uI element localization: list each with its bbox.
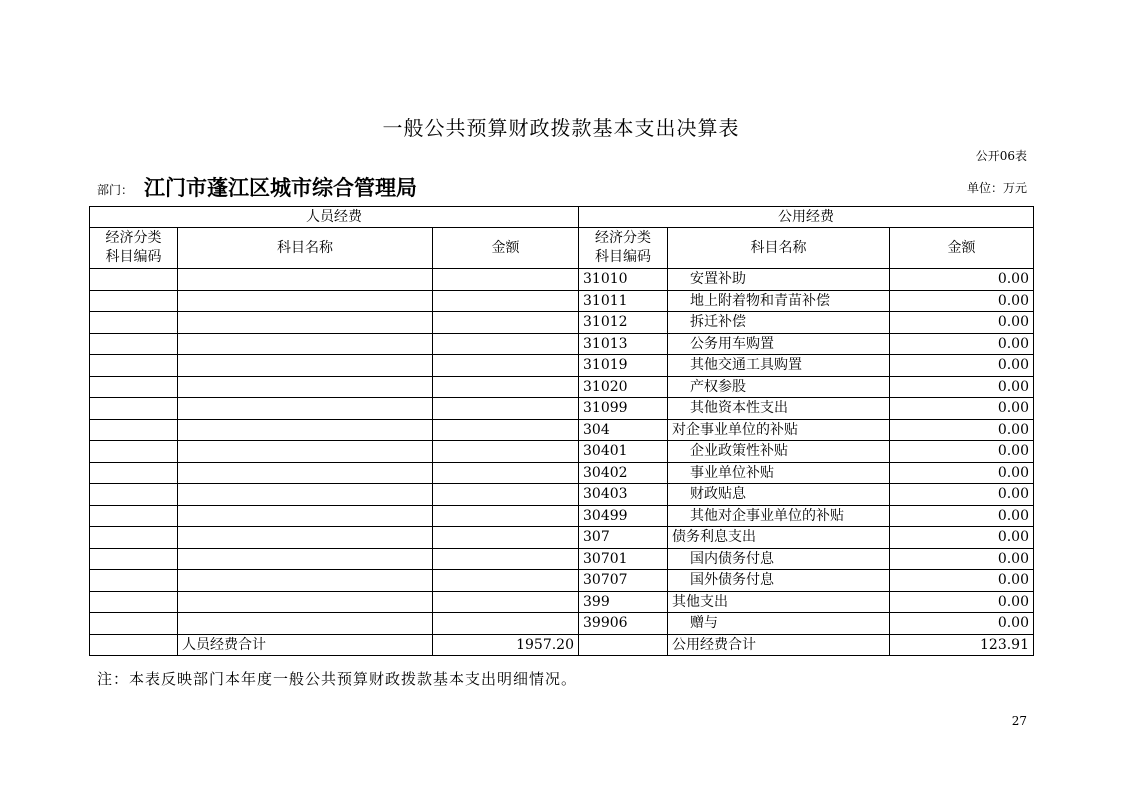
personnel-code-cell xyxy=(90,333,178,355)
public-code-cell: 304 xyxy=(579,419,668,441)
personnel-name-cell xyxy=(178,419,433,441)
personnel-name-cell xyxy=(178,290,433,312)
personnel-amount-cell xyxy=(433,419,579,441)
table-row xyxy=(90,290,1034,312)
table-row xyxy=(90,591,1034,613)
table-row xyxy=(90,398,1034,420)
personnel-amount-cell xyxy=(433,290,579,312)
header-amount-public: 金额 xyxy=(890,228,1034,269)
personnel-name-cell xyxy=(178,441,433,463)
personnel-name-cell xyxy=(178,613,433,635)
table-row xyxy=(90,376,1034,398)
personnel-code-cell xyxy=(90,548,178,570)
personnel-amount-cell xyxy=(433,269,579,291)
personnel-code-cell xyxy=(90,269,178,291)
public-name-cell: 其他资本性支出 xyxy=(668,398,890,420)
table-row xyxy=(90,462,1034,484)
public-name-cell: 对企事业单位的补贴 xyxy=(668,419,890,441)
personnel-total-amount: 1957.20 xyxy=(433,634,579,656)
public-code-cell: 399 xyxy=(579,591,668,613)
public-amount-cell: 0.00 xyxy=(890,269,1034,291)
personnel-name-cell xyxy=(178,462,433,484)
table-row xyxy=(90,355,1034,377)
header-row-columns xyxy=(90,228,1034,269)
personnel-name-cell xyxy=(178,548,433,570)
public-code-cell: 30401 xyxy=(579,441,668,463)
public-name-cell: 安置补助 xyxy=(668,269,890,291)
personnel-code-cell xyxy=(90,613,178,635)
personnel-code-cell xyxy=(90,312,178,334)
public-name-cell: 事业单位补贴 xyxy=(668,462,890,484)
personnel-code-cell xyxy=(90,419,178,441)
header-public: 公用经费 xyxy=(579,207,1034,228)
personnel-name-cell xyxy=(178,355,433,377)
personnel-code-cell xyxy=(90,355,178,377)
personnel-amount-cell xyxy=(433,570,579,592)
personnel-name-cell xyxy=(178,312,433,334)
table-row xyxy=(90,333,1034,355)
public-amount-cell: 0.00 xyxy=(890,312,1034,334)
header-code-public: 经济分类 科目编码 xyxy=(579,228,668,269)
public-amount-cell: 0.00 xyxy=(890,484,1034,506)
personnel-name-cell xyxy=(178,376,433,398)
personnel-amount-cell xyxy=(433,376,579,398)
table-row xyxy=(90,505,1034,527)
table-row xyxy=(90,312,1034,334)
public-amount-cell: 0.00 xyxy=(890,591,1034,613)
public-code-cell: 31012 xyxy=(579,312,668,334)
public-code-cell: 30707 xyxy=(579,570,668,592)
totals-row xyxy=(90,634,1034,656)
personnel-code-cell xyxy=(90,570,178,592)
public-code-cell: 30403 xyxy=(579,484,668,506)
personnel-code-cell xyxy=(90,376,178,398)
personnel-code-cell xyxy=(90,462,178,484)
public-name-cell: 国外债务付息 xyxy=(668,570,890,592)
personnel-total-code-cell xyxy=(90,634,178,656)
personnel-name-cell xyxy=(178,333,433,355)
public-name-cell: 债务利息支出 xyxy=(668,527,890,549)
personnel-name-cell xyxy=(178,398,433,420)
public-amount-cell: 0.00 xyxy=(890,441,1034,463)
public-name-cell: 产权参股 xyxy=(668,376,890,398)
personnel-amount-cell xyxy=(433,333,579,355)
personnel-amount-cell xyxy=(433,312,579,334)
personnel-name-cell xyxy=(178,484,433,506)
public-code-cell: 30701 xyxy=(579,548,668,570)
public-amount-cell: 0.00 xyxy=(890,376,1034,398)
table-row xyxy=(90,548,1034,570)
public-amount-cell: 0.00 xyxy=(890,505,1034,527)
personnel-amount-cell xyxy=(433,441,579,463)
public-code-cell: 31010 xyxy=(579,269,668,291)
personnel-name-cell xyxy=(178,505,433,527)
department-row xyxy=(97,172,1027,202)
public-amount-cell: 0.00 xyxy=(890,613,1034,635)
public-amount-cell: 0.00 xyxy=(890,333,1034,355)
public-name-cell: 其他交通工具购置 xyxy=(668,355,890,377)
personnel-amount-cell xyxy=(433,527,579,549)
public-total-label: 公用经费合计 xyxy=(668,634,890,656)
public-total-code-cell xyxy=(579,634,668,656)
department-name: 江门市蓬江区城市综合管理局 xyxy=(144,175,417,200)
public-code-cell: 31011 xyxy=(579,290,668,312)
public-amount-cell: 0.00 xyxy=(890,548,1034,570)
public-amount-cell: 0.00 xyxy=(890,462,1034,484)
personnel-code-cell xyxy=(90,505,178,527)
personnel-amount-cell xyxy=(433,505,579,527)
public-amount-cell: 0.00 xyxy=(890,355,1034,377)
table-row xyxy=(90,441,1034,463)
personnel-code-cell xyxy=(90,484,178,506)
public-amount-cell: 0.00 xyxy=(890,398,1034,420)
personnel-amount-cell xyxy=(433,355,579,377)
personnel-code-cell xyxy=(90,527,178,549)
public-code-cell: 307 xyxy=(579,527,668,549)
personnel-code-cell xyxy=(90,290,178,312)
header-name-personnel: 科目名称 xyxy=(178,228,433,269)
table-row xyxy=(90,269,1034,291)
public-code-cell: 30402 xyxy=(579,462,668,484)
personnel-amount-cell xyxy=(433,398,579,420)
header-personnel: 人员经费 xyxy=(90,207,579,228)
personnel-name-cell xyxy=(178,269,433,291)
public-code-cell: 31020 xyxy=(579,376,668,398)
public-name-cell: 其他支出 xyxy=(668,591,890,613)
public-amount-cell: 0.00 xyxy=(890,419,1034,441)
header-amount-personnel: 金额 xyxy=(433,228,579,269)
expenditure-table xyxy=(89,206,1034,656)
table-row xyxy=(90,484,1034,506)
table-row xyxy=(90,527,1034,549)
table-row xyxy=(90,613,1034,635)
public-total-amount: 123.91 xyxy=(890,634,1034,656)
public-code-cell: 31099 xyxy=(579,398,668,420)
public-name-cell: 财政贴息 xyxy=(668,484,890,506)
personnel-amount-cell xyxy=(433,613,579,635)
page-title: 一般公共预算财政拨款基本支出决算表 xyxy=(382,116,740,140)
public-name-cell: 地上附着物和青苗补偿 xyxy=(668,290,890,312)
personnel-code-cell xyxy=(90,398,178,420)
personnel-code-cell xyxy=(90,591,178,613)
header-name-public: 科目名称 xyxy=(668,228,890,269)
table-row xyxy=(90,419,1034,441)
personnel-amount-cell xyxy=(433,484,579,506)
public-code-cell: 31019 xyxy=(579,355,668,377)
personnel-total-label: 人员经费合计 xyxy=(178,634,433,656)
personnel-amount-cell xyxy=(433,462,579,484)
public-code-cell: 31013 xyxy=(579,333,668,355)
personnel-name-cell xyxy=(178,591,433,613)
department-label: 部门： xyxy=(97,183,134,197)
public-name-cell: 其他对企事业单位的补贴 xyxy=(668,505,890,527)
public-name-cell: 公务用车购置 xyxy=(668,333,890,355)
personnel-amount-cell xyxy=(433,548,579,570)
public-name-cell: 企业政策性补贴 xyxy=(668,441,890,463)
footnote: 注：本表反映部门本年度一般公共预算财政拨款基本支出明细情况。 xyxy=(97,670,578,688)
public-amount-cell: 0.00 xyxy=(890,570,1034,592)
table-row xyxy=(90,570,1034,592)
page-number: 27 xyxy=(1011,714,1027,728)
form-number: 公开06表 xyxy=(975,149,1027,163)
unit-label: 单位：万元 xyxy=(966,181,1027,195)
public-amount-cell: 0.00 xyxy=(890,527,1034,549)
public-amount-cell: 0.00 xyxy=(890,290,1034,312)
header-row-group xyxy=(90,207,1034,228)
public-name-cell: 国内债务付息 xyxy=(668,548,890,570)
public-code-cell: 30499 xyxy=(579,505,668,527)
public-code-cell: 39906 xyxy=(579,613,668,635)
personnel-name-cell xyxy=(178,570,433,592)
public-name-cell: 拆迁补偿 xyxy=(668,312,890,334)
personnel-name-cell xyxy=(178,527,433,549)
header-code-personnel: 经济分类 科目编码 xyxy=(90,228,178,269)
personnel-code-cell xyxy=(90,441,178,463)
personnel-amount-cell xyxy=(433,591,579,613)
public-name-cell: 赠与 xyxy=(668,613,890,635)
